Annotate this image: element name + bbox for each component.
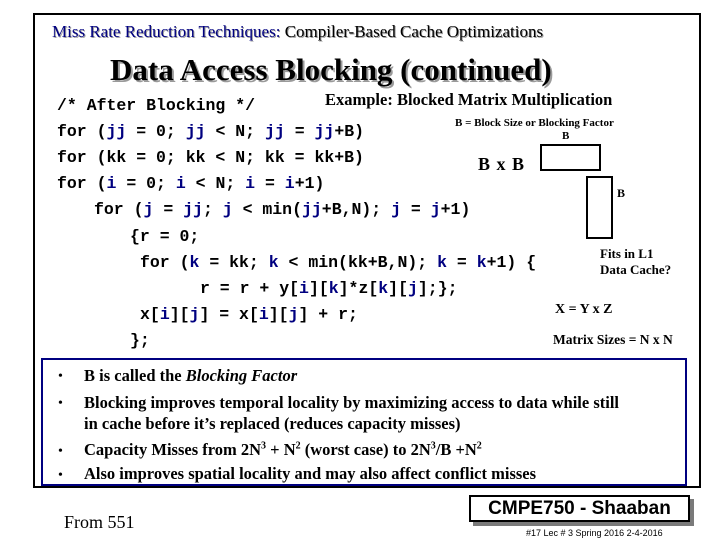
matrix-sizes-label: Matrix Sizes = N x N — [553, 332, 673, 347]
code-line-r: r = r + y[i][k]*z[k][j];}; — [200, 279, 458, 298]
bullet-blocking-factor — [84, 366, 297, 386]
bullet-dot: • — [58, 468, 63, 483]
bullet-text: B is called the — [84, 366, 186, 385]
slide-info: #17 Lec # 3 Spring 2016 2-4-2016 — [526, 528, 663, 538]
footer-from: From 551 — [64, 512, 135, 532]
fits-line-2: Data Cache? — [600, 262, 672, 277]
bullet-dot: • — [58, 444, 63, 459]
block-column-label: B — [617, 186, 626, 200]
bullet-emphasis: Blocking Factor — [185, 366, 298, 385]
bullet-temporal-line1: Blocking improves temporal locality by maximizing access to data while still — [84, 393, 619, 412]
fits-line-1: Fits in L1 — [600, 246, 654, 261]
code-line-r0: {r = 0; — [130, 227, 200, 246]
capacity-text-a: Capacity Misses from 2N — [84, 440, 262, 459]
capacity-text-d: /B +N — [435, 440, 477, 459]
code-line-x: x[i][j] = x[i][j] + r; — [140, 305, 358, 324]
capacity-text-b: + N — [266, 440, 296, 459]
bxb-label: B x B — [478, 154, 526, 174]
block-row-box — [540, 144, 601, 171]
bullet-dot: • — [58, 369, 63, 384]
capacity-sup-b: 2 — [295, 440, 301, 452]
code-line-end: }; — [130, 331, 150, 350]
bullet-dot: • — [58, 396, 63, 411]
code-line-jj: for (jj = 0; jj < N; jj = jj+B) — [57, 122, 365, 141]
capacity-sup-d: 2 — [476, 440, 482, 452]
code-line-i: for (i = 0; i < N; i = i+1) — [57, 174, 325, 193]
example-label: Example: Blocked Matrix Multiplication — [325, 90, 613, 109]
block-size-definition: B = Block Size or Blocking Factor — [455, 117, 614, 129]
course-badge: CMPE750 - Shaaban — [469, 495, 690, 522]
header-rest: Compiler-Based Cache Optimizations — [284, 22, 544, 41]
code-line-j: for (j = jj; j < min(jj+B,N); j = j+1) — [94, 200, 471, 219]
bullet-capacity-misses — [84, 440, 482, 460]
slide-title: Data Access Blocking (continued) — [110, 52, 552, 87]
capacity-sup-a: 3 — [261, 440, 267, 452]
code-comment: /* After Blocking */ — [57, 96, 256, 115]
code-line-kk: for (kk = 0; kk < N; kk = kk+B) — [57, 148, 364, 167]
block-column-box — [586, 176, 613, 239]
capacity-sup-c: 3 — [430, 440, 436, 452]
bullet-spatial-locality: Also improves spatial locality and may also affect conflict misses — [84, 464, 537, 483]
code-line-k: for (k = kk; k < min(kk+B,N); k = k+1) { — [140, 253, 537, 272]
capacity-text-c: (worst case) to 2N — [300, 440, 431, 459]
header-prefix: Miss Rate Reduction Techniques: — [52, 22, 281, 41]
block-size-b: B — [562, 130, 570, 142]
slide-header — [52, 22, 543, 42]
xyz-label: X = Y x Z — [555, 302, 613, 317]
bullet-temporal-line2: in cache before it’s replaced (reduces capacity misses) — [84, 414, 461, 433]
